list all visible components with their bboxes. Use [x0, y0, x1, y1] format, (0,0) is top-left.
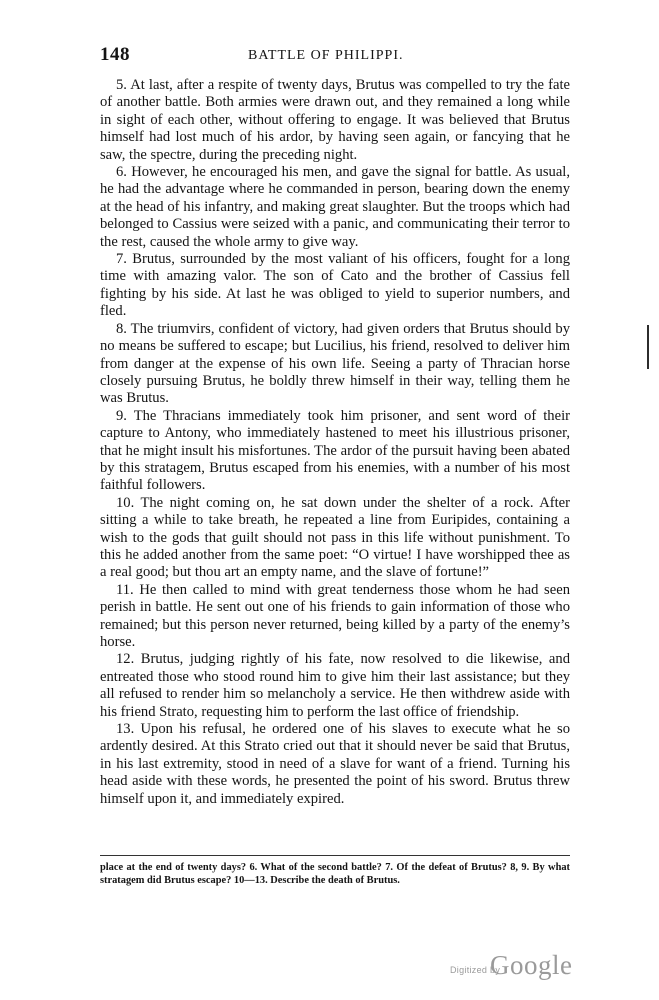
paragraph-11: 11. He then called to mind with great tenderness those whom he had seen perish in battle. He sent out one of his friends to gain information of those who remained; but this person never returned, being killed by a party of the enemy’s horse.: [100, 581, 570, 650]
body-text: [100, 77, 570, 808]
paragraph-13: 13. Upon his refusal, he ordered one of his slaves to execute what he so ardently desired. At this Strato cried out that it should never be said that Brutus, in his last extremity, stood in need of a slave for want of a friend. Turning his head aside with these words, he presented the point of his sword. Brutus threw himself upon it, and immediately expired.: [100, 721, 570, 807]
paragraph-9: 9. The Thracians immediately took him prisoner, and sent word of their capture to Antony, who immediately hastened to meet his illustrious prisoner, that he might insult his misfortunes. The ardor of the pursuit having been abated by this stratagem, Brutus escaped from his enemies, with a number of his most faithful followers.: [100, 407, 570, 494]
watermark-prefix: Digitized by: [450, 965, 501, 975]
page-number: 148: [100, 44, 130, 65]
paragraph-5: 5. At last, after a respite of twenty days, Brutus was compelled to try the fate of another battle. Both armies were drawn out, and they remained a long while in sight of each other, without offering to engage. It was believed that Brutus himself had lost much of his ardor, by having seen again, or fancying that he saw, the spectre, during the preceding night.: [100, 77, 570, 163]
running-head: [100, 44, 570, 68]
review-questions: place at the end of twenty days? 6. What of the second battle? 7. Of the defeat of Brutus? 8, 9. By what stratagem did Brutus escape? 10—13. Describe the death of Brutus.: [100, 862, 570, 886]
paragraph-10: 10. The night coming on, he sat down under the shelter of a rock. After sitting a while to take breath, he repeated a line from Euripides, containing a wish to the gods that guilt should not pass in this life without punishment. To this he added another from the same poet: “O virtue! I have worshipped thee as a real good; but thou art an empty name, and the slave of fortune!”: [100, 494, 570, 581]
paragraph-12: 12. Brutus, judging rightly of his fate, now resolved to die likewise, and entreated those who stood round him to give him their last assistance; but they all refused to render him so melancholy a service. He then withdrew aside with his friend Strato, requesting him to perform the last office of friendship.: [100, 651, 570, 720]
footnote-divider: [100, 855, 570, 856]
running-title: BATTLE OF PHILIPPI.: [248, 48, 404, 63]
paragraph-8: 8. The triumvirs, confident of victory, had given orders that Brutus should by no means be suffered to escape; but Lucilius, his friend, resolved to deliver him from danger at the expense of his own life. Seeing a party of Thracian horse closely pursuing Brutus, he boldly threw himself in their way, telling them he was Brutus.: [100, 320, 570, 407]
margin-bracket-mark: [647, 325, 649, 369]
google-logo: Google: [490, 950, 573, 980]
paragraph-6: 6. However, he encouraged his men, and gave the signal for battle. As usual, he had the advantage where he commanded in person, bearing down the enemy at the head of his infantry, and making great slaughter. But the troops which had belonged to Cassius were seized with a panic, and communicating their terror to the rest, caused the whole army to give way.: [100, 164, 570, 250]
digitization-watermark: [450, 948, 600, 982]
paragraph-7: 7. Brutus, surrounded by the most valiant of his officers, fought for a long time with amazing valor. The son of Cato and the brother of Cassius fell fighting by his side. At last he was obliged to yield to superior numbers, and fled.: [100, 251, 570, 320]
